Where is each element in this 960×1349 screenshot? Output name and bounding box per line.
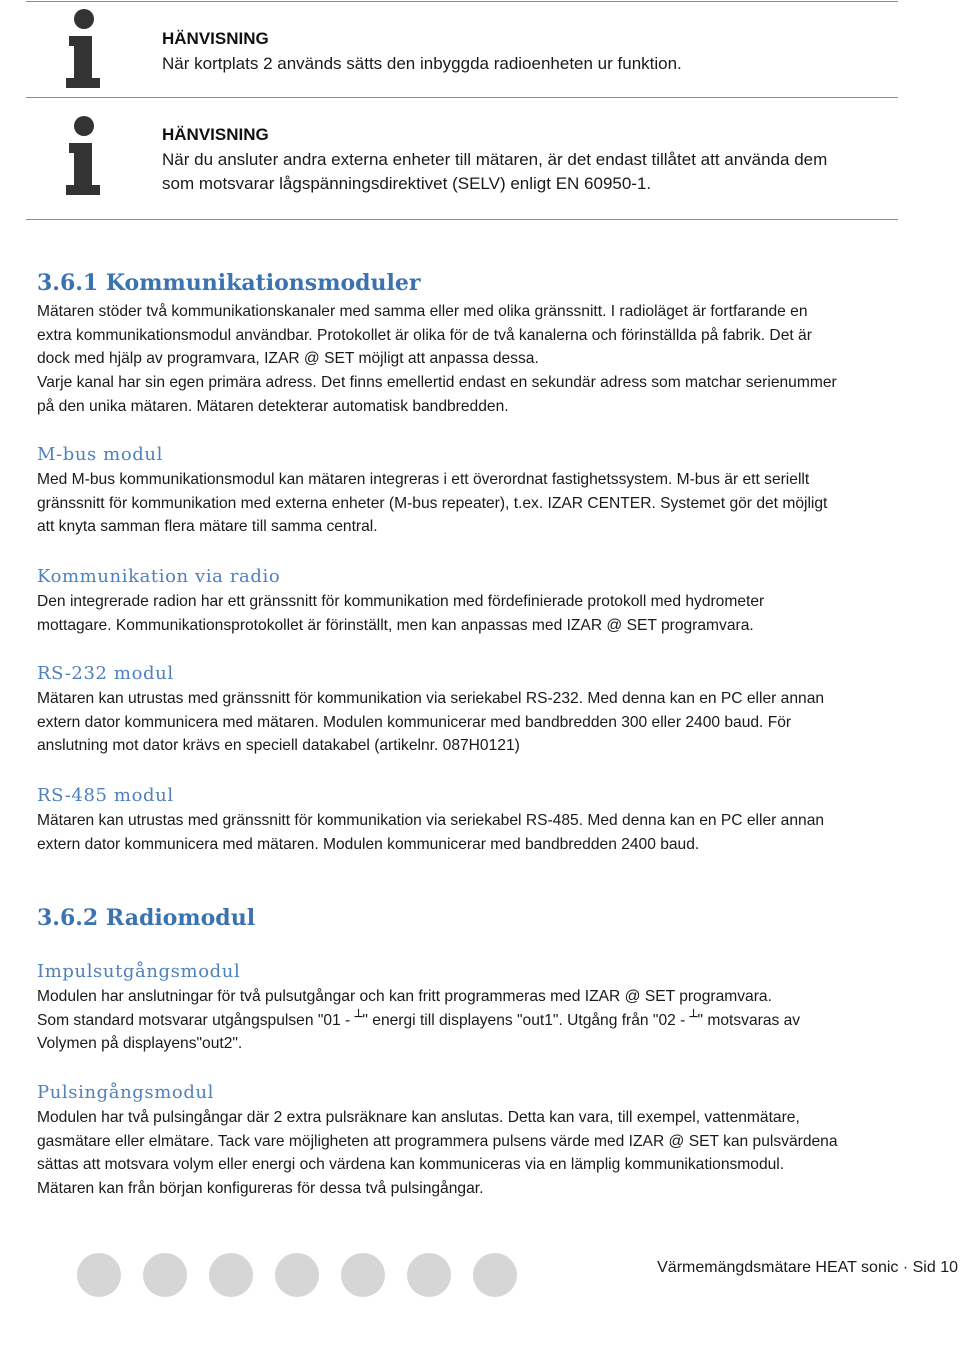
section-paragraph: Mätaren stöder två kommunikationskanaler med samma eller med olika gränssnitt. I radioläget är fortfarande en extra kommunikationsmodul användbar. Protokollet är olika för de två kanalerna och förinställda på fabrik. Det är dock med hjälp av programvara, IZAR @ SET möjligt att anpassa dessa. Varje kanal har sin egen primära adress. Det finns emellertid endast en sekundär adress som matchar serienummer på den unika mätaren. Mätaren detekterar automatisk bandbredden.: [37, 303, 837, 415]
note-title: HÄNVISNING: [162, 125, 269, 144]
info-icon: [62, 8, 106, 88]
subheading-rs485: RS-485 modul: [37, 785, 174, 806]
info-icon: [62, 115, 106, 195]
subheading-mbus: M-bus modul: [37, 444, 163, 465]
rs232-paragraph: Mätaren kan utrustas med gränssnitt för kommunikation via seriekabel RS-232. Med denna kan en PC eller annan extern dator kommunicera med mätaren. Modulen kommunicerar med bandbredden 300 eller 2400 baud. För anslutning mot dator krävs en speciell datakabel (artikelnr. 087H0121): [37, 690, 825, 755]
section-heading-3-6-1: 3.6.1 Kommunikationsmoduler: [37, 270, 421, 296]
note-title: HÄNVISNING: [162, 29, 269, 48]
page-footer: Värmemängdsmätare HEAT sonic · Sid 10: [657, 1259, 958, 1276]
note-divider-top: [26, 1, 898, 2]
subheading-pulsin: Pulsingångsmodul: [37, 1082, 215, 1103]
subheading-radio: Kommunikation via radio: [37, 566, 281, 587]
section-heading-3-6-2: 3.6.2 Radiomodul: [37, 905, 256, 931]
footer-circle: [275, 1253, 319, 1297]
footer-circle: [473, 1253, 517, 1297]
radio-paragraph: Den integrerade radion har ett gränssnitt för kommunikation med fördefinierade protokoll med hydrometer mottagare. Kommunikationsprotokollet är förinställt, men kan anpassas med IZAR @ SET programvara.: [37, 593, 765, 634]
footer-circle: [209, 1253, 253, 1297]
ground-symbol-icon: ┴: [354, 1009, 363, 1025]
footer-circle: [77, 1253, 121, 1297]
footer-circle: [407, 1253, 451, 1297]
subheading-impuls: Impulsutgångsmodul: [37, 961, 241, 982]
mbus-paragraph: Med M-bus kommunikationsmodul kan mätaren integreras i ett överordnat fastighetssystem. M-bus är ett seriellt gränssnitt för kommunikation med externa enheter (M-bus repeater), t.ex. IZAR CENTER. Systemet gör det möjligt att knyta samman flera mätare till samma central.: [37, 471, 828, 536]
footer-circle: [341, 1253, 385, 1297]
subheading-rs232: RS-232 modul: [37, 663, 174, 684]
impuls-paragraph: Modulen har anslutningar för två pulsutgångar och kan fritt programmeras med IZAR @ SET programvara. Som standard motsvarar utgångspulsen "01 - ┴" energi till displayens "out1". Utgång från "02 - ┴" motsvaras av Volymen på displayens"out2".: [37, 988, 801, 1053]
pulsin-paragraph: Modulen har två pulsingångar där 2 extra pulsräknare kan anslutas. Detta kan vara, till exempel, vattenmätare, gasmätare eller elmätare. Tack vare möjligheten att programmera pulsens värde med IZAR @ SET kan pulsvärdena sättas att motsvara volym eller energi och värdena kan kommuniceras via en lämplig kommunikationsmodul. Mätaren kan från början konfigureras för dessa två pulsingångar.: [37, 1109, 838, 1198]
note-text: När du ansluter andra externa enheter till mätaren, är det endast tillåtet att använda dem som motsvarar lågspänningsdirektivet (SELV) enligt EN 60950-1.: [162, 150, 828, 193]
ground-symbol-icon: ┴: [689, 1009, 698, 1025]
note-divider-2: [26, 219, 898, 220]
note-divider-1: [26, 97, 898, 98]
note-text: När kortplats 2 används sätts den inbyggda radioenheten ur funktion.: [162, 54, 682, 73]
rs485-paragraph: Mätaren kan utrustas med gränssnitt för kommunikation via seriekabel RS-485. Med denna kan en PC eller annan extern dator kommunicera med mätaren. Modulen kommunicerar med bandbredden 2400 baud.: [37, 812, 825, 853]
footer-circle: [143, 1253, 187, 1297]
